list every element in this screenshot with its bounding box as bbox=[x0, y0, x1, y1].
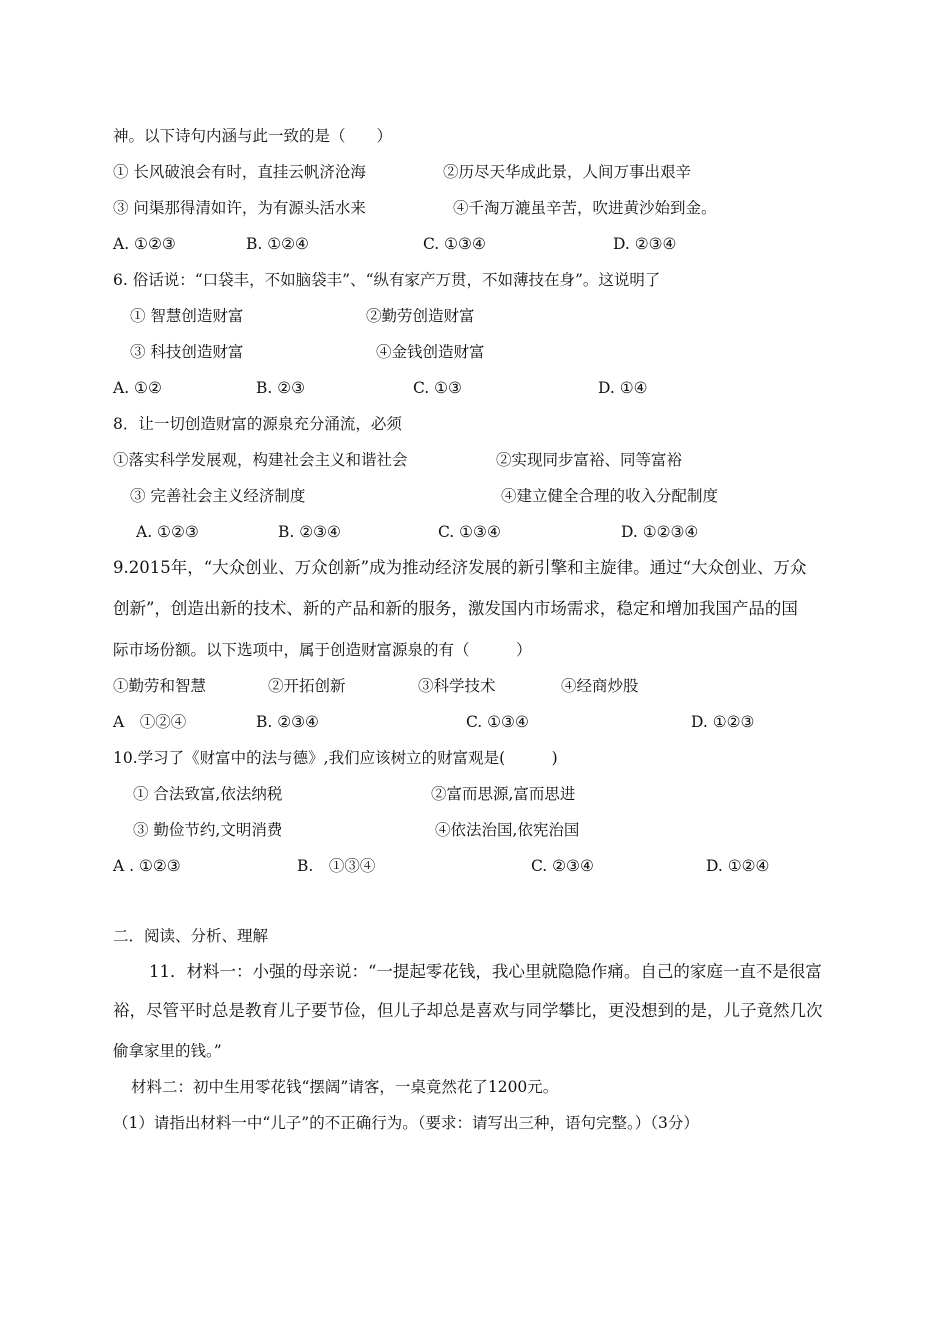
q10-choice-b: B. ①③④ bbox=[297, 857, 376, 875]
q8-choice-c: C. ①③④ bbox=[438, 523, 501, 541]
q10-choice-a: A . ①②③ bbox=[113, 857, 181, 875]
q11-material1-line-2: 裕，尽管平时总是教育儿子要节俭，但儿子却总是喜欢与同学攀比，更没想到的是，儿子竟然几次 bbox=[113, 1001, 823, 1020]
q8-option-1: ①落实科学发展观，构建社会主义和谐社会 bbox=[113, 451, 408, 469]
q9-option-4: ④经商炒股 bbox=[561, 677, 639, 695]
q9-stem-line-3: 际市场份额。以下选项中，属于创造财富源泉的有（ ） bbox=[113, 641, 532, 659]
q10-choice-c: C. ②③④ bbox=[531, 857, 594, 875]
q6-option-4: ④金钱创造财富 bbox=[376, 343, 485, 361]
q6-option-1: ① 智慧创造财富 bbox=[130, 307, 244, 325]
q5-option-2: ②历尽天华成此景，人间万事出艰辛 bbox=[443, 163, 692, 181]
q6-stem: 6. 俗话说：“口袋丰，不如脑袋丰”、“纵有家产万贯，不如薄技在身”。这说明了 bbox=[113, 271, 661, 289]
q6-choice-d: D. ①④ bbox=[598, 379, 648, 397]
q6-option-2: ②勤劳创造财富 bbox=[366, 307, 475, 325]
q10-option-4: ④依法治国,依宪治国 bbox=[435, 821, 580, 839]
q8-choice-a: A. ①②③ bbox=[136, 523, 199, 541]
q8-choice-b: B. ②③④ bbox=[278, 523, 341, 541]
q6-option-3: ③ 科技创造财富 bbox=[130, 343, 244, 361]
q9-choice-a: A ①②④ bbox=[113, 713, 187, 731]
q9-choice-d: D. ①②③ bbox=[691, 713, 755, 731]
q10-option-1: ① 合法致富,依法纳税 bbox=[133, 785, 283, 803]
q9-stem-line-2: 创新”，创造出新的技术、新的产品和新的服务，激发国内市场需求，稳定和增加我国产品的国 bbox=[113, 599, 798, 618]
q9-choice-c: C. ①③④ bbox=[466, 713, 529, 731]
q5-choice-d: D. ②③④ bbox=[613, 235, 677, 253]
q6-choice-c: C. ①③ bbox=[413, 379, 462, 397]
q5-stem: 神。以下诗句内涵与此一致的是（ ） bbox=[113, 127, 393, 145]
q10-choice-d: D. ①②④ bbox=[706, 857, 770, 875]
q10-option-3: ③ 勤俭节约,文明消费 bbox=[133, 821, 283, 839]
q11-material1-line-3: 偷拿家里的钱。” bbox=[113, 1042, 222, 1060]
q8-stem: 8．让一切创造财富的源泉充分涌流，必须 bbox=[113, 415, 402, 433]
q5-choice-c: C. ①③④ bbox=[423, 235, 486, 253]
q5-choice-b: B. ①②④ bbox=[246, 235, 309, 253]
q9-stem-line-1: 9.2015年，“大众创业、万众创新”成为推动经济发展的新引擎和主旋律。通过“大众创业、万众 bbox=[113, 558, 807, 577]
section-heading: 二．阅读、分析、理解 bbox=[113, 927, 269, 945]
q10-option-2: ②富而思源,富而思进 bbox=[431, 785, 576, 803]
q11-subquestion-1: （1）请指出材料一中“儿子”的不正确行为。（要求：请写出三种，语句完整。）（3分） bbox=[113, 1114, 699, 1132]
q5-option-4: ④千淘万漉虽辛苦，吹进黄沙始到金。 bbox=[453, 199, 717, 217]
q9-option-3: ③科学技术 bbox=[418, 677, 496, 695]
q8-option-2: ②实现同步富裕、同等富裕 bbox=[496, 451, 683, 469]
q9-option-2: ②开拓创新 bbox=[268, 677, 346, 695]
q6-choice-b: B. ②③ bbox=[256, 379, 306, 397]
q5-option-3: ③ 问渠那得清如许，为有源头活水来 bbox=[113, 199, 366, 217]
q5-option-1: ① 长风破浪会有时，直挂云帆济沧海 bbox=[113, 163, 366, 181]
q9-option-1: ①勤劳和智慧 bbox=[113, 677, 207, 695]
q5-choice-a: A. ①②③ bbox=[113, 235, 176, 253]
q8-choice-d: D. ①②③④ bbox=[621, 523, 699, 541]
q11-material1-line-1: 11．材料一：小强的母亲说：“一提起零花钱，我心里就隐隐作痛。自己的家庭一直不是很富 bbox=[149, 962, 822, 981]
q6-choice-a: A. ①② bbox=[113, 379, 162, 397]
q11-material2: 材料二：初中生用零花钱“摆阔”请客，一桌竟然花了1200元。 bbox=[131, 1078, 559, 1096]
q8-option-3: ③ 完善社会主义经济制度 bbox=[130, 487, 306, 505]
q9-choice-b: B. ②③④ bbox=[256, 713, 319, 731]
q10-stem: 10.学习了《财富中的法与德》,我们应该树立的财富观是( ) bbox=[113, 749, 558, 767]
q8-option-4: ④建立健全合理的收入分配制度 bbox=[501, 487, 719, 505]
